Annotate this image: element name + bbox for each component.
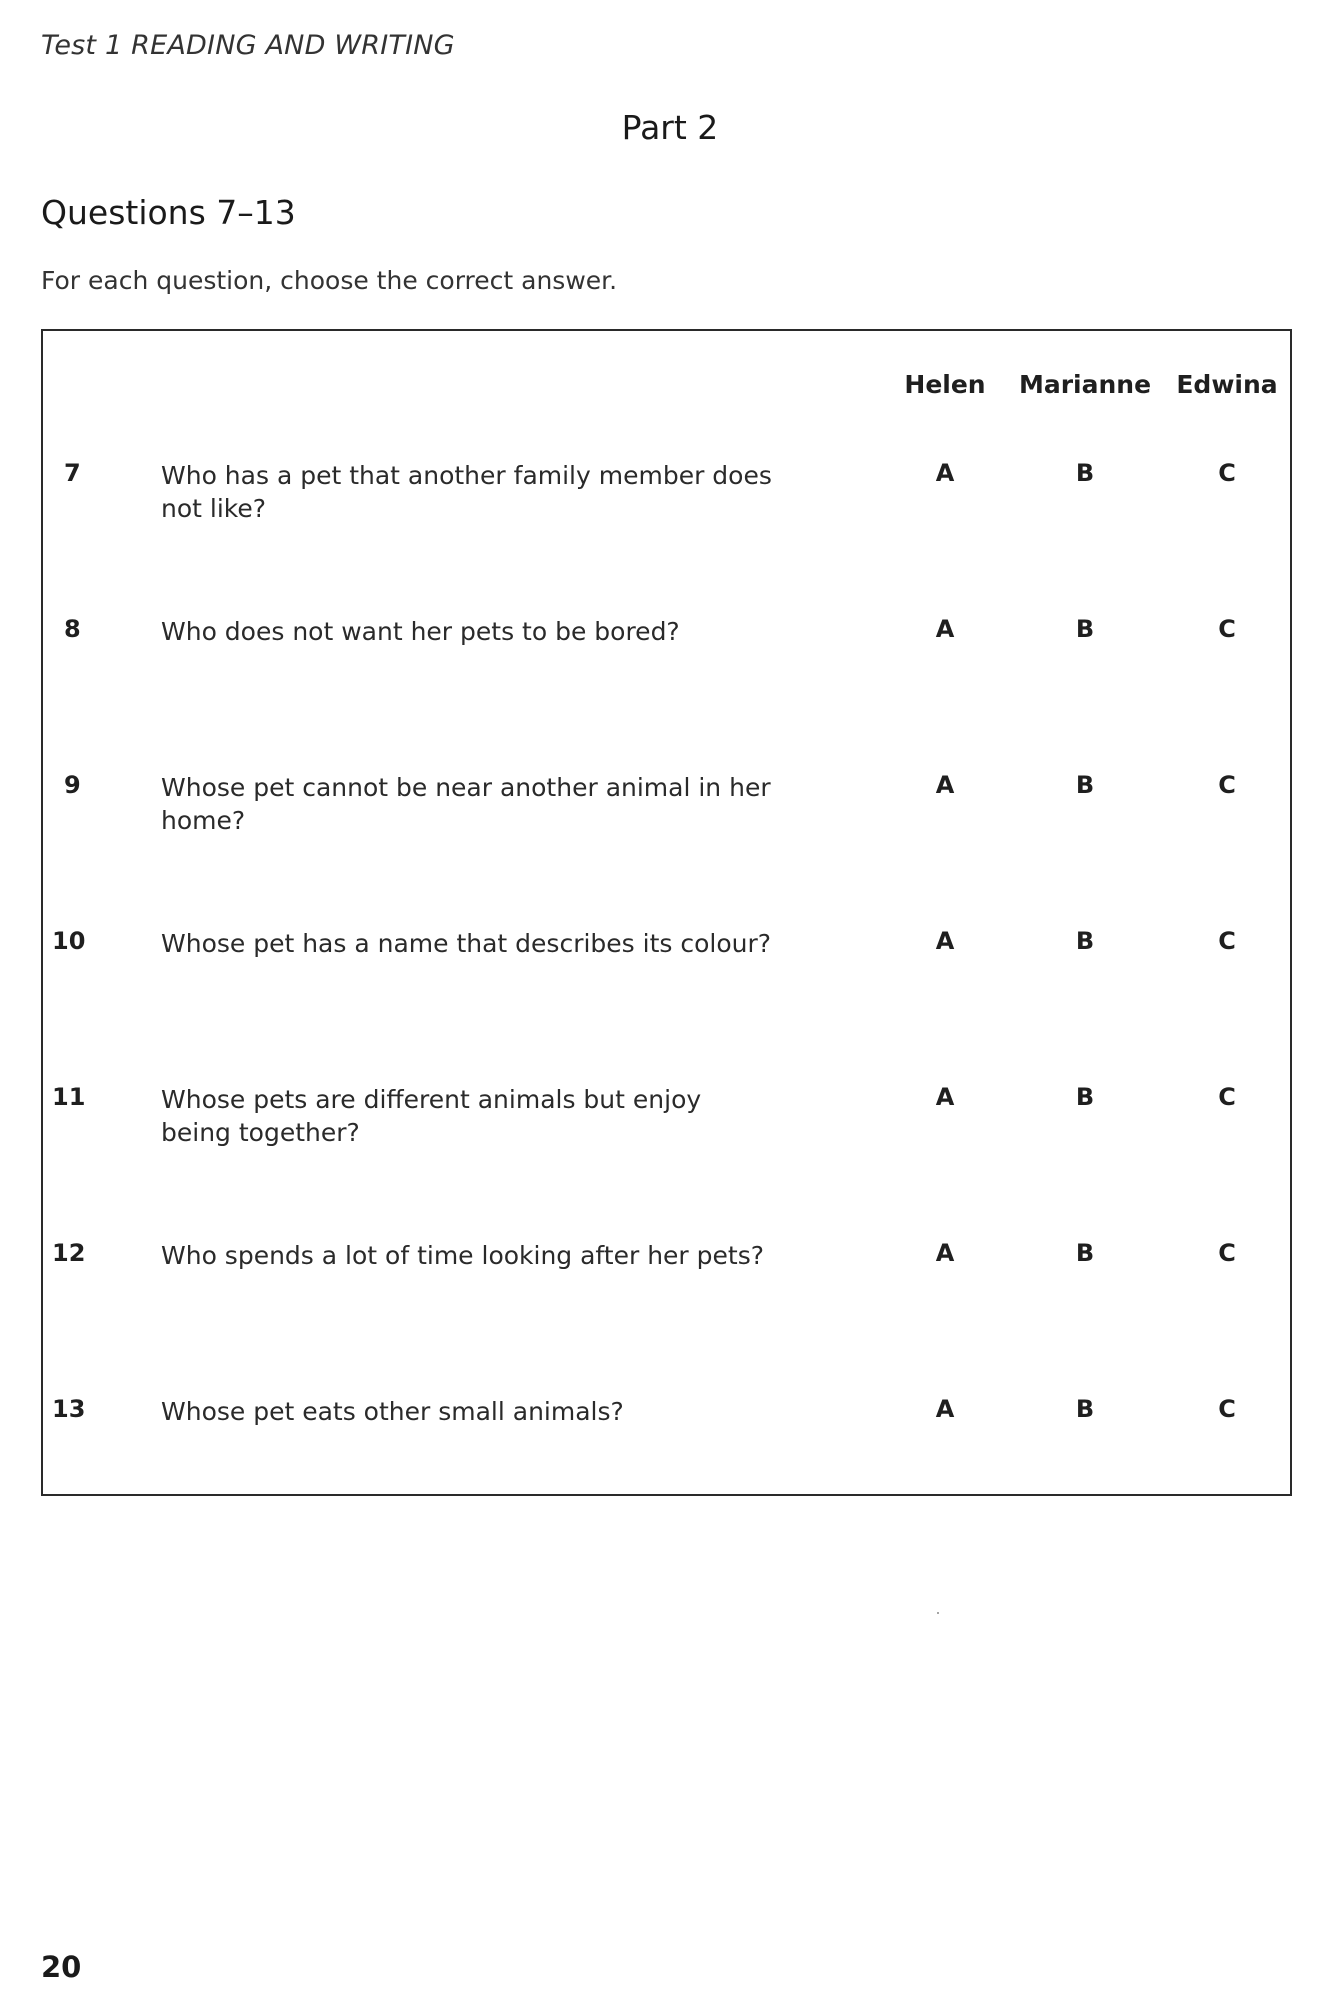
option-c[interactable]: C [1218, 927, 1236, 955]
option-b[interactable]: B [1075, 1395, 1095, 1423]
question-row [0, 771, 1327, 851]
option-a[interactable]: A [935, 459, 955, 487]
question-number: 9 [64, 771, 81, 799]
question-row [0, 1239, 1327, 1319]
option-a[interactable]: A [935, 1083, 955, 1111]
option-a[interactable]: A [935, 927, 955, 955]
question-row [0, 927, 1327, 1007]
question-number: 10 [52, 927, 86, 955]
question-row [0, 459, 1327, 539]
question-row [0, 615, 1327, 695]
option-a[interactable]: A [935, 771, 955, 799]
part-title: Part 2 [621, 108, 719, 147]
column-header-edwina: Edwina [1176, 370, 1278, 399]
option-c[interactable]: C [1218, 771, 1236, 799]
question-row [0, 1395, 1327, 1475]
question-row [0, 1083, 1327, 1163]
option-b[interactable]: B [1075, 615, 1095, 643]
question-text: Whose pet cannot be near another animal in her home? [161, 773, 771, 835]
column-header-marianne: Marianne [1018, 370, 1152, 399]
question-text: Whose pet eats other small animals? [161, 1397, 624, 1426]
instruction-text: For each question, choose the correct answer. [41, 266, 618, 295]
question-text: Who spends a lot of time looking after her pets? [161, 1241, 765, 1270]
question-number: 13 [52, 1395, 86, 1423]
page-number: 20 [41, 1950, 82, 1984]
question-number: 11 [52, 1083, 86, 1111]
question-text: Who does not want her pets to be bored? [161, 617, 680, 646]
option-b[interactable]: B [1075, 927, 1095, 955]
questions-title: Questions 7–13 [41, 193, 296, 232]
option-b[interactable]: B [1075, 771, 1095, 799]
question-number: 8 [64, 615, 81, 643]
option-c[interactable]: C [1218, 1395, 1236, 1423]
option-c[interactable]: C [1218, 1083, 1236, 1111]
option-b[interactable]: B [1075, 1239, 1095, 1267]
question-text: Who has a pet that another family member does not like? [161, 461, 772, 523]
question-text: Whose pet has a name that describes its colour? [161, 929, 772, 958]
question-text: Whose pets are different animals but enjoy being together? [161, 1085, 702, 1147]
option-a[interactable]: A [935, 1239, 955, 1267]
option-b[interactable]: B [1075, 459, 1095, 487]
option-c[interactable]: C [1218, 459, 1236, 487]
option-a[interactable]: A [935, 615, 955, 643]
scan-speck [937, 1612, 939, 1614]
running-head: Test 1 READING AND WRITING [41, 30, 455, 61]
column-header-helen: Helen [904, 370, 986, 399]
option-c[interactable]: C [1218, 615, 1236, 643]
question-number: 7 [64, 459, 81, 487]
question-number: 12 [52, 1239, 86, 1267]
option-c[interactable]: C [1218, 1239, 1236, 1267]
option-b[interactable]: B [1075, 1083, 1095, 1111]
option-a[interactable]: A [935, 1395, 955, 1423]
